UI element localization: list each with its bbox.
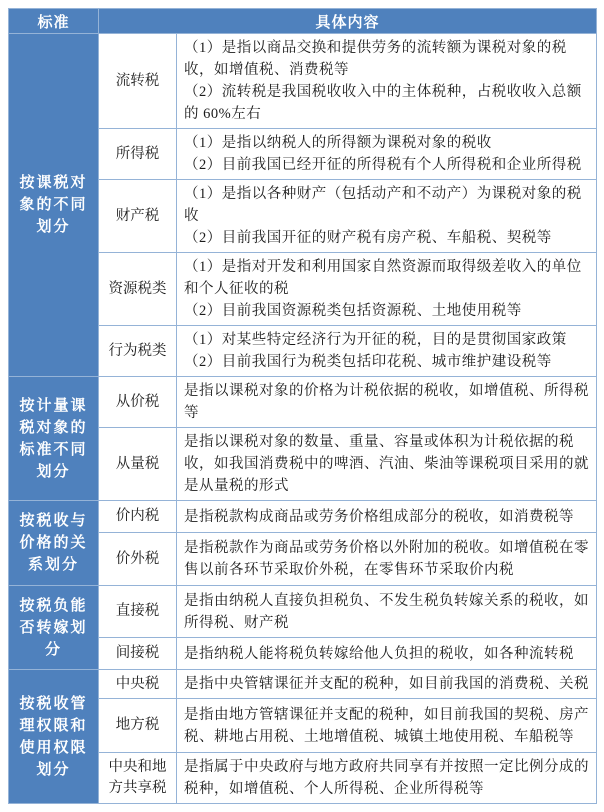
content-cell	[177, 670, 597, 699]
content-cell	[177, 34, 597, 129]
content-cell	[177, 638, 597, 670]
content-paragraph: （2）流转税是我国税收收入中的主体税种，占税收收入总额的 60%左右	[184, 84, 582, 122]
content-paragraph: 是指属于中央政府与地方政府共同享有并按照一定比例分成的税种，如增值税、个人所得税、企业所得税等	[184, 759, 589, 797]
content-paragraph: （1）是指以各种财产（包括动产和不动产）为课税对象的税收	[184, 186, 582, 224]
content-cell	[177, 501, 597, 533]
table-row	[9, 586, 597, 638]
category-cell: 按税负能否转嫁划分	[9, 586, 99, 670]
tax-name-cell: 价外税	[99, 533, 177, 586]
content-paragraph: （1）对某些特定经济行为开征的税，目的是贯彻国家政策	[184, 332, 567, 348]
tax-name-cell: 从量税	[99, 428, 177, 501]
tax-name-cell: 直接税	[99, 586, 177, 638]
content-cell	[177, 377, 597, 428]
content-cell	[177, 428, 597, 501]
content-cell	[177, 326, 597, 377]
tax-name-cell: 地方税	[99, 699, 177, 753]
content-paragraph: （1）是指以纳税人的所得额为课税对象的税收	[184, 135, 492, 151]
category-cell: 按税收管理权限和使用权限划分	[9, 670, 99, 804]
tax-name-cell: 所得税	[99, 129, 177, 180]
content-paragraph: 是指中央管辖课征并支配的税种，如目前我国的消费税、关税	[184, 676, 589, 692]
tax-name-cell: 财产税	[99, 180, 177, 253]
tax-name-cell: 流转税	[99, 34, 177, 129]
tax-name-cell: 行为税类	[99, 326, 177, 377]
tax-name-cell: 中央和地方共享税	[99, 753, 177, 804]
content-paragraph: （2）目前我国开征的财产税有房产税、车船税、契税等	[184, 230, 552, 246]
header-standard: 标准	[9, 9, 99, 34]
tax-classification-table	[8, 8, 597, 804]
tax-name-cell: 间接税	[99, 638, 177, 670]
content-cell	[177, 586, 597, 638]
content-cell	[177, 253, 597, 326]
header-content: 具体内容	[99, 9, 597, 34]
content-cell	[177, 533, 597, 586]
content-paragraph: （2）目前我国已经开征的所得税有个人所得税和企业所得税	[184, 157, 582, 173]
tax-name-cell: 从价税	[99, 377, 177, 428]
content-paragraph: 是指税款构成商品或劳务价格组成部分的税收，如消费税等	[184, 508, 574, 525]
table-row	[9, 501, 597, 533]
header-row	[9, 9, 597, 34]
category-cell: 按税收与价格的关系划分	[9, 501, 99, 586]
category-cell: 按课税对象的不同划分	[9, 34, 99, 377]
content-cell	[177, 129, 597, 180]
category-cell: 按计量课税对象的标准不同划分	[9, 377, 99, 501]
content-paragraph: 是指税款作为商品或劳务价格以外附加的税收。如增值税在零售以前各环节采取价外税，在零售环节采取价内税	[184, 540, 589, 578]
content-paragraph: （1）是指对开发和利用国家自然资源而取得级差收入的单位和个人征收的税	[184, 259, 582, 297]
content-paragraph: 是指以课税对象的价格为计税依据的税收，如增值税、所得税等	[184, 383, 589, 421]
tax-name-cell: 资源税类	[99, 253, 177, 326]
tax-name-cell: 中央税	[99, 670, 177, 699]
table-row	[9, 670, 597, 699]
content-cell	[177, 753, 597, 804]
table-row	[9, 377, 597, 428]
content-paragraph: （2）目前我国资源税类包括资源税、土地使用税等	[184, 303, 522, 319]
content-cell	[177, 180, 597, 253]
content-paragraph: 是指以课税对象的数量、重量、容量或体积为计税依据的税收，如我国消费税中的啤酒、汽油、柴油等课税项目采用的就是从量税的形式	[184, 434, 589, 494]
content-paragraph: （1）是指以商品交换和提供劳务的流转额为课税对象的税收，如增值税、消费税等	[184, 40, 567, 78]
content-paragraph: （2）目前我国行为税类包括印花税、城市维护建设税等	[184, 354, 552, 370]
content-paragraph: 是指由纳税人直接负担税负、不发生税负转嫁关系的税收，如所得税、财产税	[184, 592, 589, 631]
table-row	[9, 34, 597, 129]
tax-name-cell: 价内税	[99, 501, 177, 533]
content-cell	[177, 699, 597, 753]
content-paragraph: 是指由地方管辖课征并支配的税种，如目前我国的契税、房产税、耕地占用税、土地增值税、城镇土地使用税、车船税等	[184, 706, 589, 745]
content-paragraph: 是指纳税人能将税负转嫁给他人负担的税收，如各种流转税	[184, 645, 574, 662]
